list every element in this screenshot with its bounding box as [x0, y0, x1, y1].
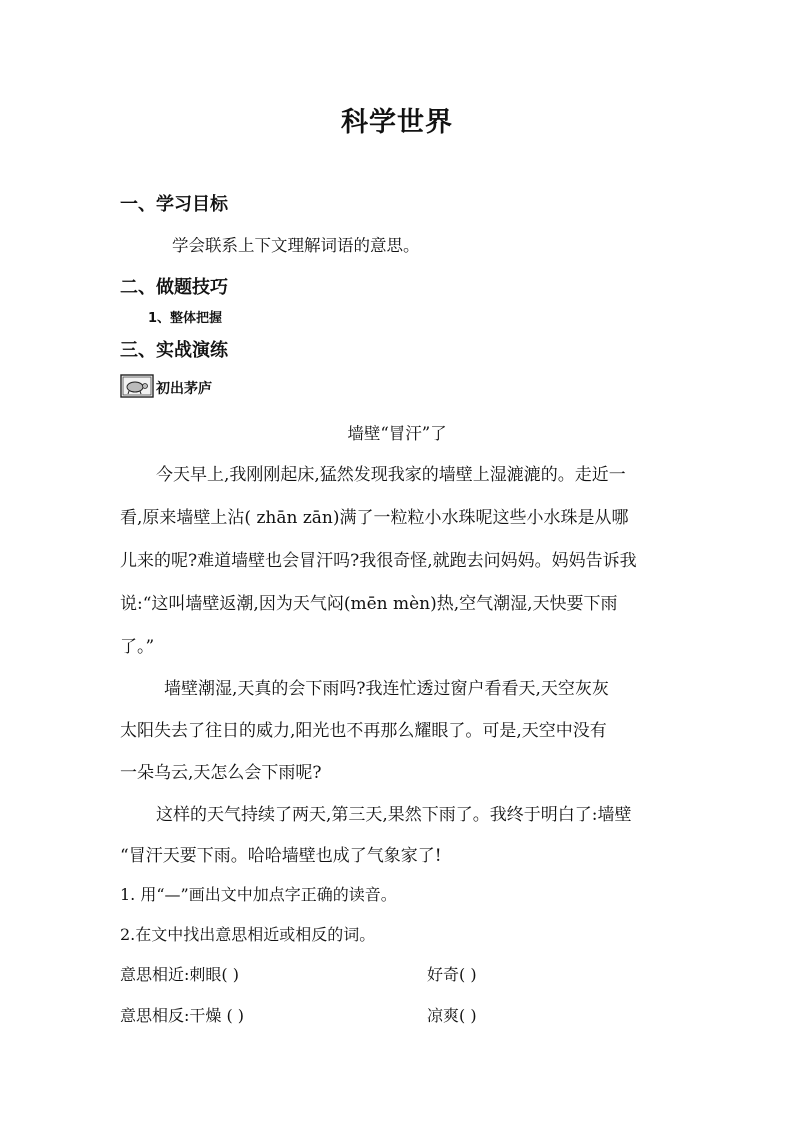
question-2: 2.在文中找出意思相近或相反的词。: [120, 925, 376, 944]
badge-label: 初出茅庐: [156, 381, 212, 397]
passage-line-8: 一朵乌云,天怎么会下雨呢?: [120, 763, 322, 783]
turtle-sign-icon: [120, 374, 154, 398]
passage-title: 墙壁“冒汗”了: [347, 424, 447, 443]
skill-item: 1、整体把握: [148, 311, 223, 326]
passage-line-7: 太阳失去了往日的威力,阳光也不再那么耀眼了。可是,天空中没有: [120, 721, 607, 741]
passage-line-4: 说:“这叫墙壁返潮,因为天气闷(mēn mèn)热,空气潮湿,天快要下雨: [120, 594, 618, 614]
near-meaning-prompt-2: 好奇( ): [427, 965, 477, 984]
section-heading-skills: 二、做题技巧: [120, 277, 228, 298]
practice-badge: [120, 374, 212, 398]
section-heading-goals: 一、学习目标: [120, 194, 228, 215]
passage-line-2: 看,原来墙壁上沾( zhān zān)满了一粒粒小水珠呢这些小水珠是从哪: [120, 508, 629, 528]
passage-line-5: 了。”: [120, 637, 155, 657]
section-heading-practice: 三、实战演练: [120, 340, 228, 361]
passage-line-3: 儿来的呢?难道墙壁也会冒汗吗?我很奇怪,就跑去问妈妈。妈妈告诉我: [120, 551, 637, 571]
passage-line-6: 墙壁潮湿,天真的会下雨吗?我连忙透过窗户看看天,天空灰灰: [164, 679, 609, 699]
passage-line-1: 今天早上,我刚刚起床,猛然发现我家的墙壁上湿漉漉的。走近一: [156, 465, 626, 485]
passage-line-10: “冒汗天要下雨。哈哈墙壁也成了气象家了!: [120, 846, 442, 866]
question-1: 1. 用“—”画出文中加点字正确的读音。: [120, 885, 397, 904]
opposite-meaning-prompt: 意思相反:干燥 ( ): [120, 1006, 245, 1025]
page-title: 科学世界: [341, 107, 453, 138]
passage-line-9: 这样的天气持续了两天,第三天,果然下雨了。我终于明白了:墙壁: [156, 805, 632, 825]
near-meaning-prompt: 意思相近:刺眼( ): [120, 965, 239, 984]
opposite-meaning-prompt-2: 凉爽( ): [427, 1006, 477, 1025]
goal-text: 学会联系上下文理解词语的意思。: [172, 236, 420, 255]
